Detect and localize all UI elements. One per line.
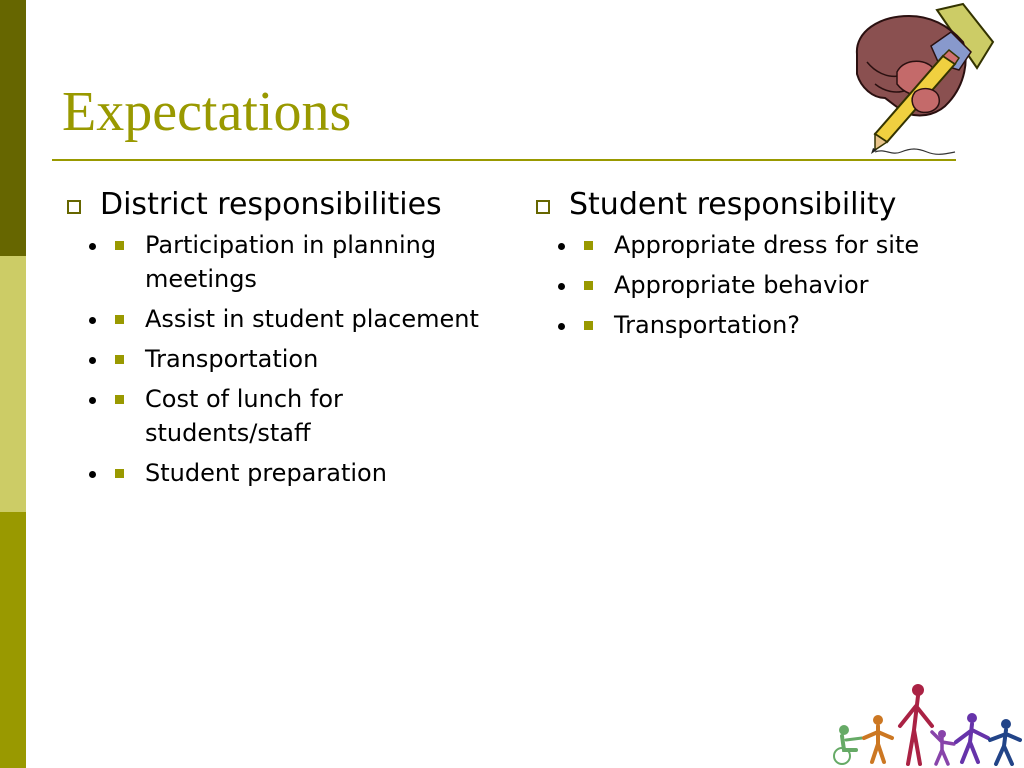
list-item-label: Participation in planning meetings	[145, 231, 437, 293]
district-heading: District responsibilities	[100, 187, 442, 222]
district-heading-item	[64, 186, 504, 224]
list-item-label: Assist in student placement	[145, 305, 479, 333]
list-item-label: Appropriate dress for site	[614, 231, 920, 259]
student-sublist	[579, 228, 993, 342]
square-bullet-icon	[115, 241, 124, 250]
square-bullet-icon	[584, 241, 593, 250]
square-bullet-icon	[115, 315, 124, 324]
square-bullet-icon	[115, 355, 124, 364]
square-outline-bullet-icon	[67, 200, 81, 214]
square-bullet-icon	[584, 321, 593, 330]
square-bullet-icon	[584, 281, 593, 290]
list-item	[579, 228, 993, 262]
list-item	[110, 382, 504, 450]
square-bullet-icon	[115, 395, 124, 404]
list-item-label: Cost of lunch for students/staff	[145, 385, 343, 447]
student-heading-item	[533, 186, 993, 224]
student-heading: Student responsibility	[569, 187, 897, 222]
children-holding-hands-icon	[822, 682, 1022, 766]
list-item-label: Transportation	[145, 345, 319, 373]
district-column	[64, 186, 504, 496]
list-item-label: Appropriate behavior	[614, 271, 869, 299]
list-item	[110, 228, 504, 296]
list-item	[110, 342, 504, 376]
list-item	[579, 268, 993, 302]
hand-writing-with-pencil-icon	[845, 2, 1005, 160]
square-bullet-icon	[115, 469, 124, 478]
list-item-label: Transportation?	[614, 311, 801, 339]
list-item	[579, 308, 993, 342]
sidebar-dark-segment	[0, 0, 26, 256]
district-sublist	[110, 228, 504, 490]
sidebar-light-segment	[0, 256, 26, 512]
title-divider	[52, 159, 956, 161]
list-item	[110, 302, 504, 336]
student-column	[533, 186, 993, 348]
list-item	[110, 456, 504, 490]
square-outline-bullet-icon	[536, 200, 550, 214]
sidebar-olive-segment	[0, 512, 26, 768]
list-item-label: Student preparation	[145, 459, 387, 487]
slide-title: Expectations	[62, 81, 352, 143]
